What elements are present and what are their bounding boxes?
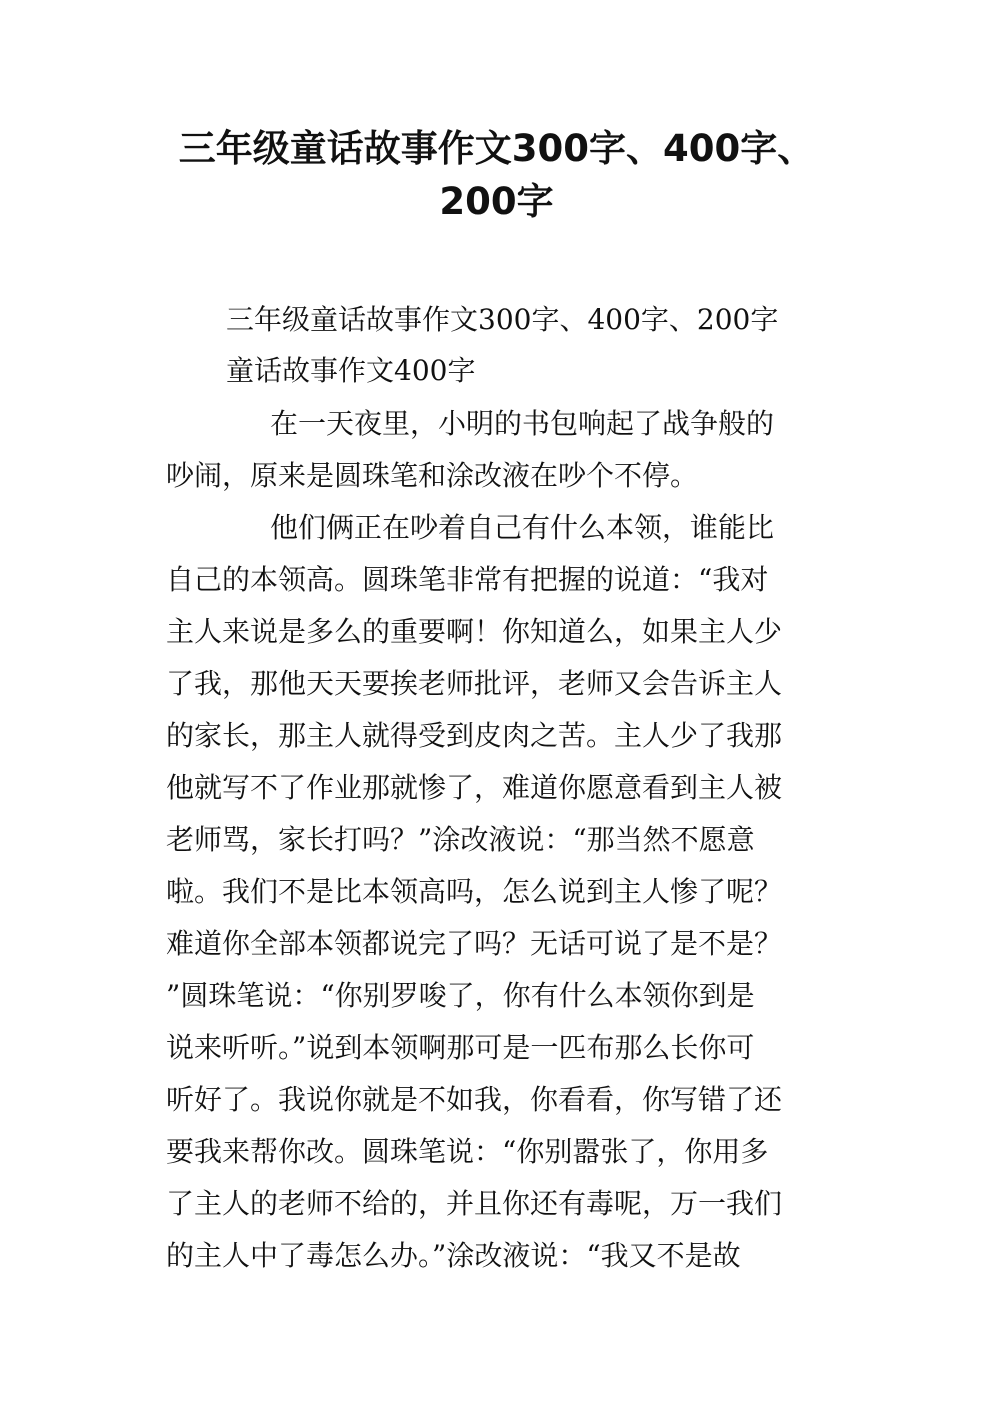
paragraph-line: 的主人中了毒怎么办。”涂改液说：“我又不是故 <box>166 1239 741 1272</box>
article-body <box>166 404 830 1288</box>
paragraph-line: 了主人的老师不给的，并且你还有毒呢，万一我们 <box>166 1187 783 1220</box>
paragraph-line: 说来听听。”说到本领啊那可是一匹布那么长你可 <box>166 1031 755 1064</box>
paragraph-line: 听好了。我说你就是不如我，你看看，你写错了还 <box>166 1083 783 1116</box>
paragraph-line: 难道你全部本领都说完了吗？无话可说了是不是？ <box>166 927 783 960</box>
document-subtitle: 三年级童话故事作文300字、400字、200字 <box>226 303 779 336</box>
title-line-1: 三年级童话故事作文300字、400字、 <box>178 127 815 170</box>
paragraph-line: 他就写不了作业那就惨了，难道你愿意看到主人被 <box>166 771 783 804</box>
paragraph-line: 吵闹，原来是圆珠笔和涂改液在吵个不停。 <box>166 459 699 492</box>
paragraph-line: 啦。我们不是比本领高吗，怎么说到主人惨了呢？ <box>166 875 783 908</box>
paragraph-line: 要我来帮你改。圆珠笔说：“你别嚣张了，你用多 <box>166 1135 769 1168</box>
paragraph-line: 主人来说是多么的重要啊！你知道么，如果主人少 <box>166 615 783 648</box>
paragraph-line: 的家长，那主人就得受到皮肉之苦。主人少了我那 <box>166 719 783 752</box>
paragraph-line: 老师骂，家长打吗？”涂改液说：“那当然不愿意 <box>166 823 755 856</box>
document-title <box>120 122 873 228</box>
paragraph-line: ”圆珠笔说：“你别罗唆了，你有什么本领你到是 <box>166 979 755 1012</box>
title-line-2: 200字 <box>439 180 554 223</box>
paragraph-line: 自己的本领高。圆珠笔非常有把握的说道：“我对 <box>166 563 769 596</box>
section-heading: 童话故事作文400字 <box>226 354 476 387</box>
paragraph-line: 在一天夜里，小明的书包响起了战争般的 <box>270 407 775 440</box>
paragraph-line: 了我，那他天天要挨老师批评，老师又会告诉主人 <box>166 667 783 700</box>
paragraph-line: 他们俩正在吵着自己有什么本领，谁能比 <box>270 511 775 544</box>
